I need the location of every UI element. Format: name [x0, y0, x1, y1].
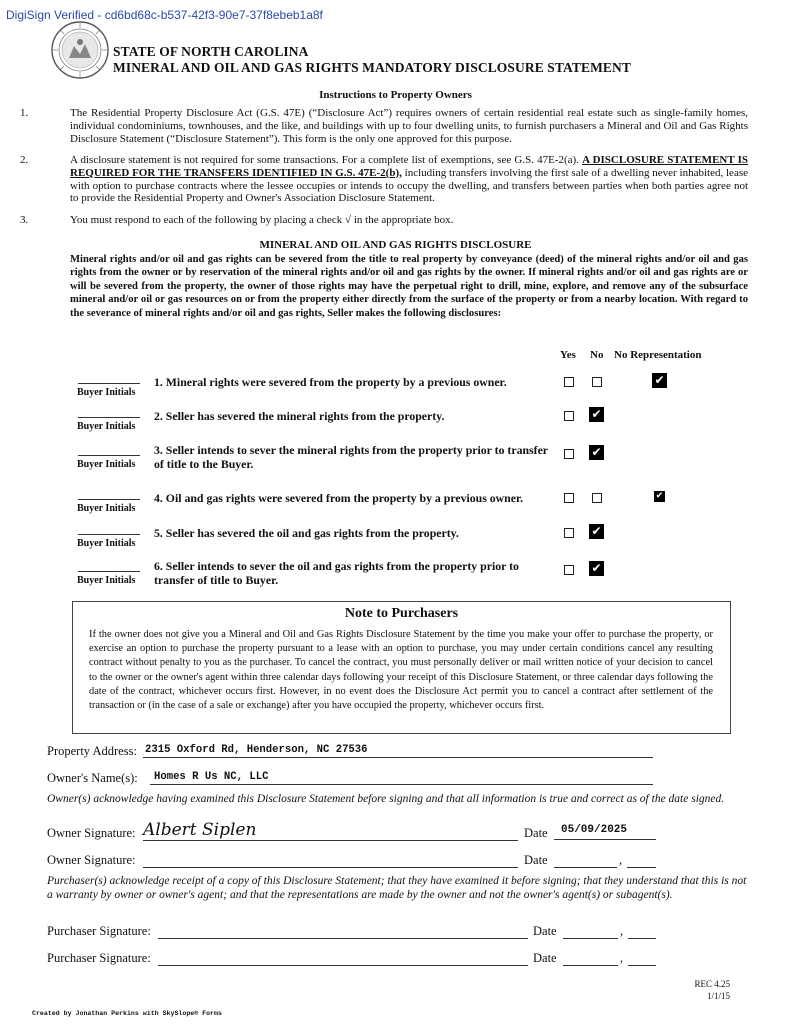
buyer-initials-label: Buyer Initials	[77, 459, 136, 470]
instruction-number: 2.	[20, 154, 29, 166]
purchaser-date-field-2[interactable]	[563, 951, 618, 966]
yes-checkbox[interactable]	[564, 493, 574, 503]
property-address-label: Property Address:	[47, 744, 137, 758]
owner-signature-field-2[interactable]	[143, 853, 518, 868]
buyer-initials-field[interactable]	[78, 383, 140, 384]
owner-year-field-2[interactable]	[627, 853, 656, 868]
date-comma: ,	[620, 951, 624, 965]
date-label: Date	[533, 924, 557, 938]
yes-checkbox[interactable]	[564, 377, 574, 387]
digisign-verification: DigiSign Verified - cd6bd68c-b537-42f3-90e7-37f8ebeb1a8f	[6, 8, 323, 22]
buyer-initials-label: Buyer Initials	[77, 421, 136, 432]
owner-date-1: 05/09/2025	[561, 824, 628, 836]
checkmark-icon: ✔	[591, 524, 602, 538]
header-state: STATE OF NORTH CAROLINA	[113, 44, 309, 59]
yes-checkbox[interactable]	[564, 449, 574, 459]
buyer-initials-label: Buyer Initials	[77, 538, 136, 549]
checkmark-icon: ✔	[591, 407, 602, 421]
owner-date-field-1[interactable]	[554, 824, 656, 840]
instruction-2-required-link: A DISCLOSURE STATEMENT IS REQUIRED FOR THE TRANSFERS IDENTIFIED IN G.S. 47E-2(b),	[70, 154, 749, 179]
owners-name-field[interactable]	[150, 771, 653, 785]
buyer-initials-field[interactable]	[78, 534, 140, 535]
purchaser-year-field-1[interactable]	[628, 924, 656, 939]
yes-checkbox[interactable]	[564, 565, 574, 575]
owner-signature-label: Owner Signature:	[47, 826, 136, 840]
buyer-initials-label: Buyer Initials	[77, 387, 136, 398]
form-code: REC 4.25	[694, 979, 730, 989]
question-text: 1. Mineral rights were severed from the property by a previous owner.	[154, 375, 507, 389]
purchaser-signature-field-1[interactable]	[158, 924, 528, 939]
owner-signature-label: Owner Signature:	[47, 853, 136, 867]
no-representation-checkbox-checked[interactable]	[654, 491, 665, 502]
col-no-representation: No Representation	[614, 349, 702, 361]
instructions-title: Instructions to Property Owners	[319, 89, 472, 101]
purchaser-signature-label: Purchaser Signature:	[47, 924, 151, 938]
checkmark-icon: ✔	[654, 373, 665, 387]
date-comma: ,	[619, 853, 623, 867]
created-by: Created by Jonathan Perkins with SkySlope® Forms	[32, 1010, 222, 1017]
buyer-initials-field[interactable]	[78, 417, 140, 418]
buyer-initials-field[interactable]	[78, 571, 140, 572]
instruction-number: 1.	[20, 107, 29, 119]
property-address-value: 2315 Oxford Rd, Henderson, NC 27536	[145, 744, 368, 756]
question-text: 5. Seller has severed the oil and gas rights from the property.	[154, 526, 459, 540]
purchaser-date-field-1[interactable]	[563, 924, 618, 939]
purchaser-signature-field-2[interactable]	[158, 951, 528, 966]
buyer-initials-field[interactable]	[78, 455, 140, 456]
question-text: 2. Seller has severed the mineral rights from the property.	[154, 409, 445, 423]
owners-name-label: Owner's Name(s):	[47, 771, 138, 785]
purchaser-signature-label: Purchaser Signature:	[47, 951, 151, 965]
col-no: No	[590, 349, 604, 361]
yes-checkbox[interactable]	[564, 411, 574, 421]
buyer-initials-label: Buyer Initials	[77, 575, 136, 586]
purchaser-acknowledgement: Purchaser(s) acknowledge receipt of a copy of this Disclosure Statement; that they have examined it before signing; that they understand that this is not a warranty by owner or owner's agent; and that the representations are made by the owner and not the owner's agent(s) or subagent(s).	[47, 875, 747, 901]
disclosure-intro: Mineral rights and/or oil and gas rights can be severed from the title to real property by conveyance (deed) of the mineral rights and/or oil and gas rights from the owner or by reservation of the mineral rights and/or oil and gas rights by the owner. If mineral rights and/or oil and gas rights are or will be severed from the property, the owner of those rights may have the perpetual right to drill, mine, explore, and remove any of the subsurface mineral and/or oil or gas resources on or from the property either directly from the surface of the property or from a nearby location. With regard to the severance of mineral rights and/or oil and gas rights, Seller makes the following disclosures:	[70, 254, 748, 319]
instruction-2-text	[70, 154, 748, 205]
form-date: 1/1/15	[706, 991, 730, 1001]
owner-acknowledgement: Owner(s) acknowledge having examined this Disclosure Statement before signing and that all information is true and correct as of the date signed.	[47, 793, 725, 805]
purchaser-year-field-2[interactable]	[628, 951, 656, 966]
checkmark-icon: ✔	[591, 445, 602, 459]
date-label: Date	[533, 951, 557, 965]
buyer-initials-label: Buyer Initials	[77, 503, 136, 514]
date-label: Date	[524, 853, 548, 867]
owner-signature-field-1[interactable]	[143, 822, 518, 841]
instruction-1-text: The Residential Property Disclosure Act (G.S. 47E) (“Disclosure Act”) requires owners of certain residential real estate such as single-family homes, individual condominiums, townhouses, and the like, and buildings with up to four dwelling units, to furnish purchasers a Mineral and Oil and Gas Rights Disclosure Statement (“Disclosure Statement”). This form is the only one approved for this purpose.	[70, 107, 748, 145]
checkmark-icon: ✔	[591, 561, 602, 575]
north-carolina-seal-icon	[50, 20, 110, 80]
disclosure-title: MINERAL AND OIL AND GAS RIGHTS DISCLOSURE	[259, 239, 532, 251]
note-text: If the owner does not give you a Mineral and Oil and Gas Rights Disclosure Statement by the time you make your offer to purchase the property, or exercise an option to purchase the property pursuant to a lease with an option to purchase, you may under certain conditions cancel any resulting contract without penalty to you as the purchaser. To cancel the contract, you must personally deliver or mail written notice of your decision to cancel to the owner or the owner's agent within three calendar days following your receipt of this Disclosure Statement, or three calendar days following the date of the contract, whichever occurs first. However, in no event does the Disclosure Act permit you to cancel a contract after settlement of the transaction or (in the case of a sale or exchange) after you have occupied the property, whichever occurs first.	[89, 629, 713, 712]
no-checkbox-checked[interactable]	[589, 561, 604, 576]
question-text: 4. Oil and gas rights were severed from the property by a previous owner.	[154, 491, 524, 505]
header-form-title: MINERAL AND OIL AND GAS RIGHTS MANDATORY DISCLOSURE STATEMENT	[113, 60, 631, 75]
question-text: 3. Seller intends to sever the mineral rights from the property prior to transfer of title to the Buyer.	[154, 443, 548, 471]
owner-signature-1: Albert Siplen	[143, 820, 257, 840]
instruction-2-part-a: A disclosure statement is not required for some transactions. For a complete list of exemptions, see G.S. 47E-2(a).	[70, 154, 579, 166]
no-checkbox[interactable]	[592, 377, 602, 387]
date-label: Date	[524, 826, 548, 840]
buyer-initials-field[interactable]	[78, 499, 140, 500]
question-text: 6. Seller intends to sever the oil and gas rights from the property prior to transfer of title to Buyer.	[154, 559, 519, 587]
property-address-field[interactable]	[143, 744, 653, 758]
note-title: Note to Purchasers	[344, 606, 459, 621]
checkmark-icon: ✔	[655, 491, 664, 501]
no-checkbox-checked[interactable]	[589, 445, 604, 460]
no-checkbox-checked[interactable]	[589, 407, 604, 422]
instruction-2-part-c: including transfers involving the first sale of a dwelling never inhabited, lease with option to purchase contracts where the lessee occupies or intends to occupy the dwelling, and transfers between parties when both parties agree not to provide the Residential Property and Owner's Association Disclosure Statement.	[70, 166, 748, 205]
yes-checkbox[interactable]	[564, 528, 574, 538]
no-checkbox-checked[interactable]	[589, 524, 604, 539]
instruction-3-text: You must respond to each of the following by placing a check √ in the appropriate box.	[70, 214, 454, 226]
date-comma: ,	[620, 924, 624, 938]
instruction-number: 3.	[20, 214, 29, 226]
no-checkbox[interactable]	[592, 493, 602, 503]
owners-name-value: Homes R Us NC, LLC	[154, 771, 269, 783]
owner-date-field-2[interactable]	[554, 853, 617, 868]
no-representation-checkbox-checked[interactable]	[652, 373, 667, 388]
col-yes: Yes	[560, 349, 576, 361]
